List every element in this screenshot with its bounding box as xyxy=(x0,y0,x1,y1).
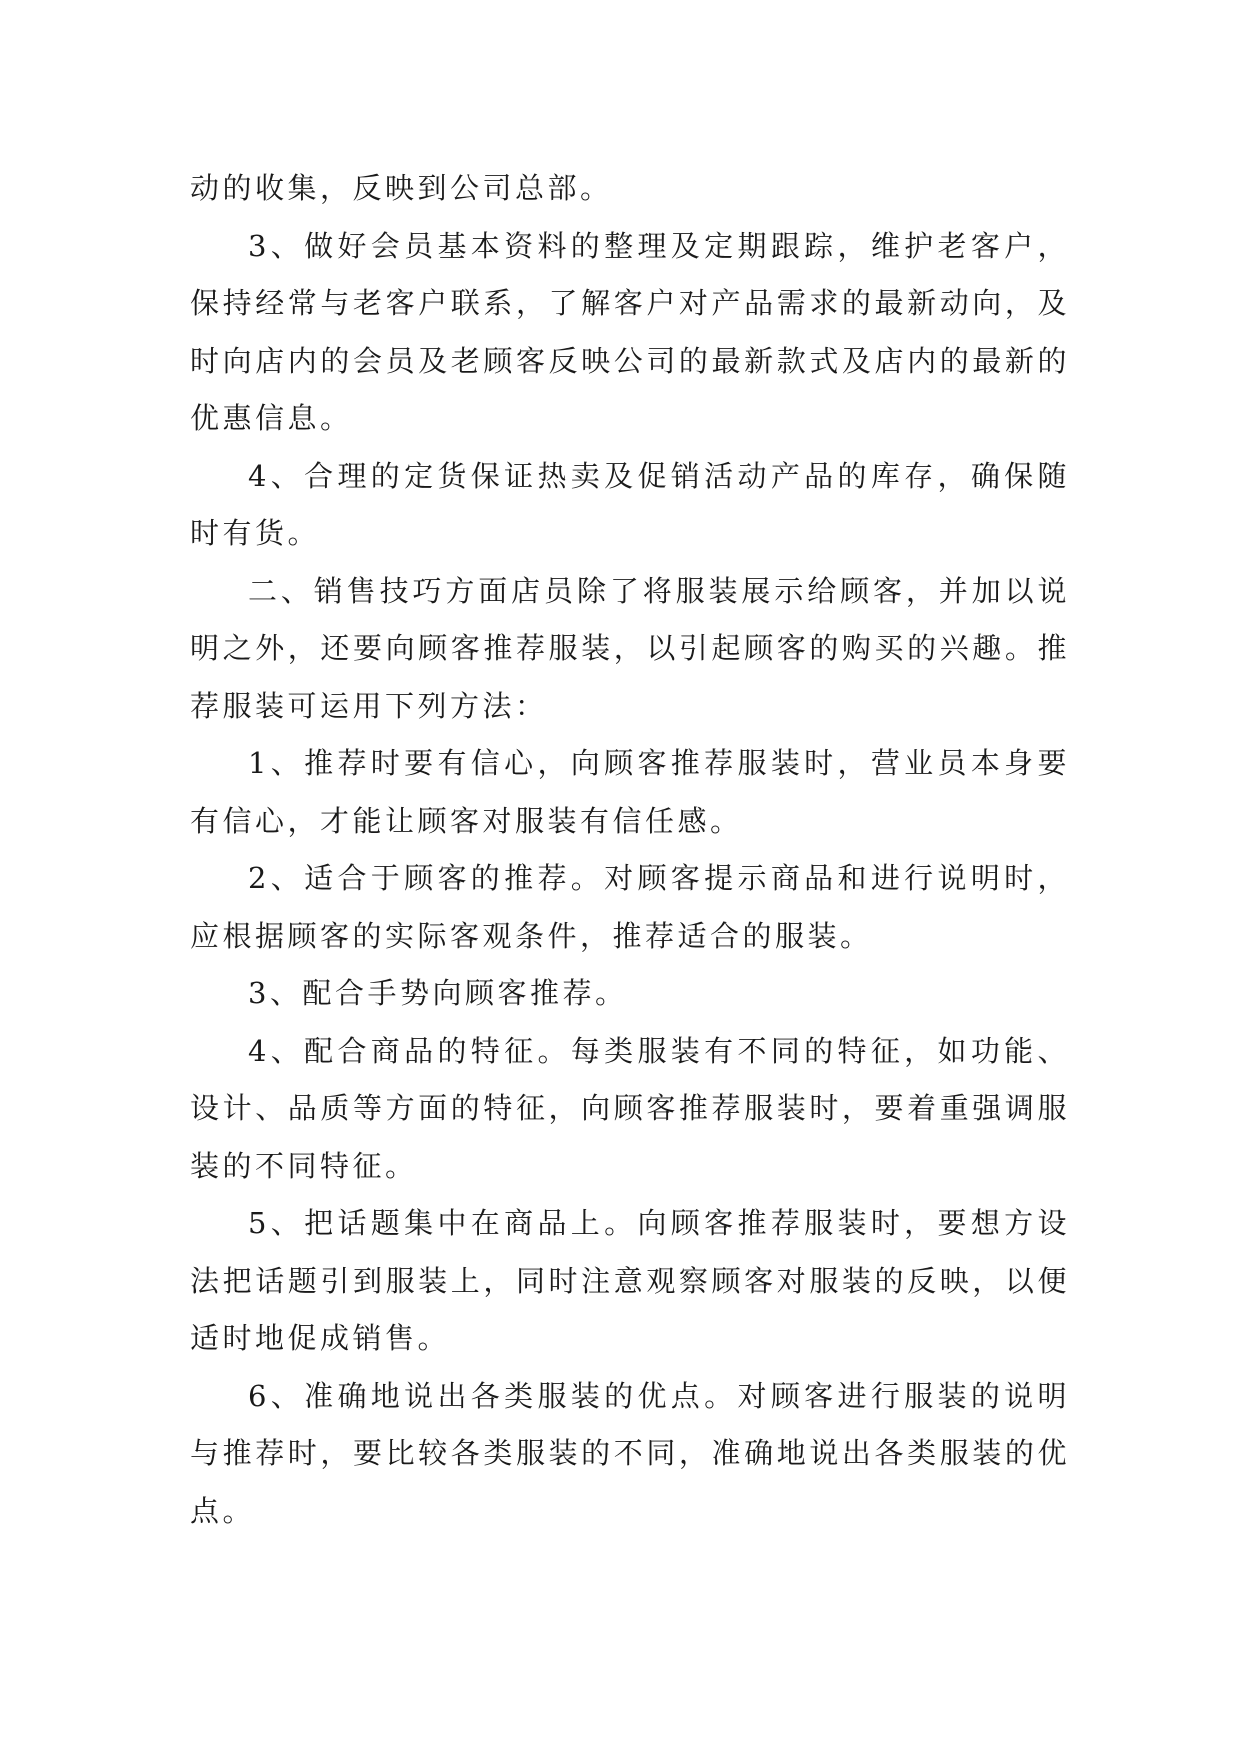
paragraph-tip-3-gestures: 3、配合手势向顾客推荐。 xyxy=(248,976,628,1010)
paragraph-section-sales-skills: 二、销售技巧方面店员除了将服装展示给顾客，并加以说明之外，还要向顾客推荐服装，以引起顾客的购买的兴趣。推荐服装可运用下列方法： xyxy=(190,573,1070,723)
document-body xyxy=(190,160,1070,1540)
paragraph-item-3-membership: 3、做好会员基本资料的整理及定期跟踪，维护老客户，保持经常与老客户联系，了解客户对产品需求的最新动向，及时向店内的会员及老顾客反映公司的最新款式及店内的最新的优惠信息。 xyxy=(190,228,1070,435)
paragraph-tip-5-focus: 5、把话题集中在商品上。向顾客推荐服装时，要想方设法把话题引到服装上，同时注意观察顾客对服装的反映，以便适时地促成销售。 xyxy=(190,1206,1070,1355)
paragraph-continuation: 动的收集，反映到公司总部。 xyxy=(190,171,613,205)
paragraph-tip-1-confidence: 1、推荐时要有信心，向顾客推荐服装时，营业员本身要有信心，才能让顾客对服装有信任感。 xyxy=(190,746,1070,838)
paragraph-tip-6-advantages: 6、准确地说出各类服装的优点。对顾客进行服装的说明与推荐时，要比较各类服装的不同，准确地说出各类服装的优点。 xyxy=(190,1378,1070,1528)
paragraph-tip-2-suitable: 2、适合于顾客的推荐。对顾客提示商品和进行说明时，应根据顾客的实际客观条件，推荐适合的服装。 xyxy=(190,861,1070,953)
paragraph-tip-4-features: 4、配合商品的特征。每类服装有不同的特征，如功能、设计、品质等方面的特征，向顾客推荐服装时，要着重强调服装的不同特征。 xyxy=(190,1033,1070,1183)
paragraph-item-4-inventory: 4、合理的定货保证热卖及促销活动产品的库存，确保随时有货。 xyxy=(190,458,1070,550)
